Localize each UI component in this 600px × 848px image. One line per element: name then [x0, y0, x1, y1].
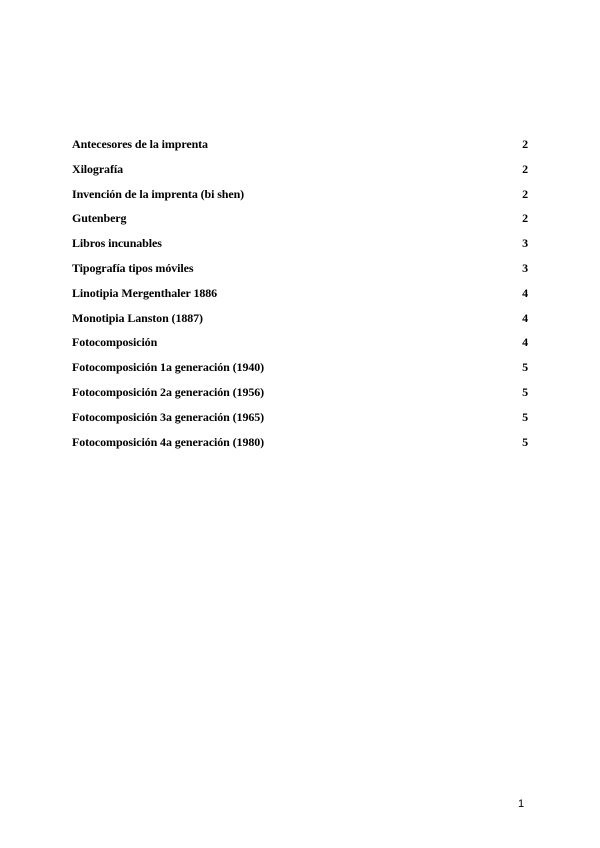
toc-entry-page: 4 — [522, 310, 528, 325]
toc-entry[interactable] — [72, 137, 528, 162]
toc-entry-title: Linotipia Mergenthaler 1886 — [72, 285, 218, 300]
table-of-contents — [72, 137, 528, 459]
toc-entry[interactable] — [72, 311, 528, 336]
toc-entry[interactable] — [72, 211, 528, 236]
toc-entry-title: Antecesores de la imprenta — [72, 137, 208, 151]
toc-entry-title: Fotocomposición 3a generación (1965) — [72, 409, 265, 424]
toc-entry-title: Invención de la imprenta (bi shen) — [72, 186, 245, 201]
toc-entry-page: 5 — [522, 434, 528, 449]
toc-entry[interactable] — [72, 410, 528, 435]
toc-entry-page: 4 — [522, 335, 528, 350]
toc-entry-title: Fotocomposición — [72, 335, 158, 350]
toc-entry-page: 3 — [522, 236, 528, 251]
toc-entry[interactable] — [72, 335, 528, 360]
toc-entry-page: 2 — [522, 161, 528, 176]
toc-entry-page: 5 — [522, 384, 528, 399]
toc-entry-title: Libros incunables — [72, 236, 162, 251]
toc-entry[interactable] — [72, 261, 528, 286]
toc-entry-page: 4 — [522, 285, 528, 300]
toc-entry[interactable] — [72, 236, 528, 261]
toc-entry-page: 2 — [522, 211, 528, 226]
toc-entry-page: 5 — [522, 360, 528, 375]
toc-entry-page: 2 — [522, 186, 528, 201]
toc-entry[interactable] — [72, 360, 528, 385]
page-number: 1 — [518, 798, 525, 810]
toc-entry-page: 3 — [522, 260, 528, 275]
toc-entry-page: 5 — [522, 409, 528, 424]
toc-entry-title: Tipografía tipos móviles — [72, 260, 194, 275]
toc-entry-title: Xilografía — [72, 161, 123, 176]
toc-entry-title: Monotipia Lanston (1887) — [72, 310, 203, 325]
toc-entry-title: Gutenberg — [72, 211, 127, 226]
toc-entry[interactable] — [72, 385, 528, 410]
toc-entry[interactable] — [72, 435, 528, 460]
toc-entry-title: Fotocomposición 2a generación (1956) — [72, 384, 265, 399]
toc-entry[interactable] — [72, 162, 528, 187]
toc-entry[interactable] — [72, 286, 528, 311]
toc-entry-title: Fotocomposición 4a generación (1980) — [72, 434, 265, 449]
toc-entry-title: Fotocomposición 1a generación (1940) — [72, 360, 265, 375]
toc-entry[interactable] — [72, 187, 528, 212]
toc-entry-page: 2 — [522, 137, 528, 151]
